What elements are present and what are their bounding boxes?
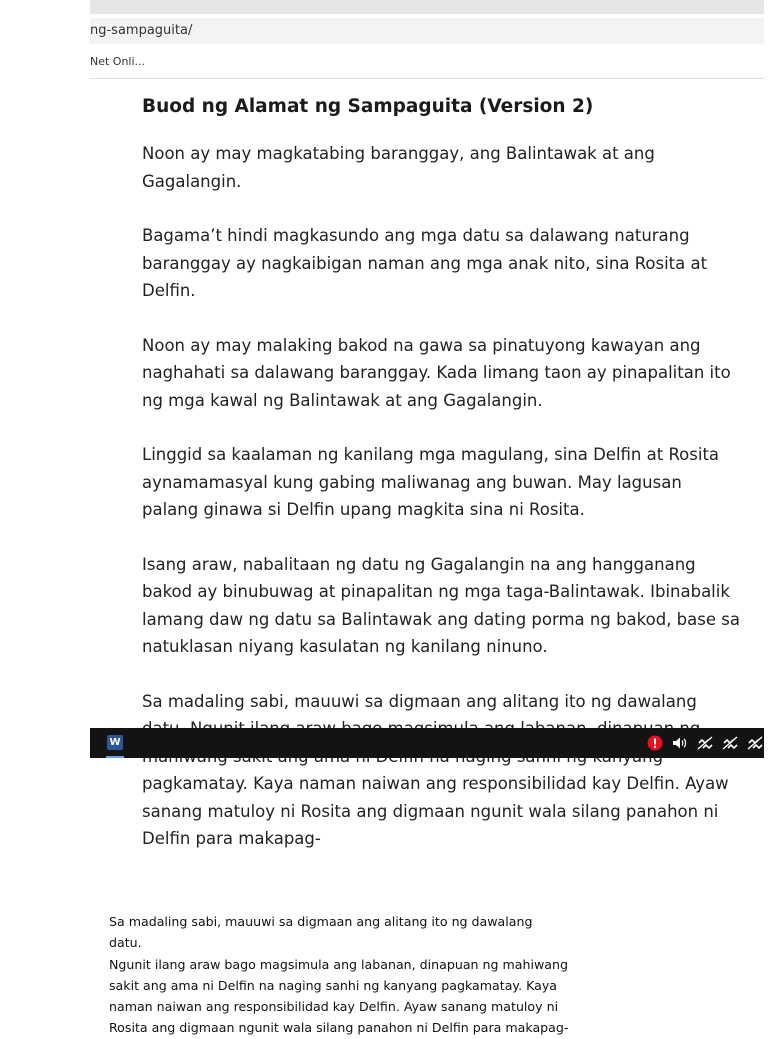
network-icon[interactable] xyxy=(696,734,714,752)
paragraph-1: Noon ay may magkatabing baranggay, ang Balintawak at ang Gagalangin. xyxy=(142,144,655,191)
network-icon[interactable] xyxy=(746,734,764,752)
paragraph-6: Sa madaling sabi, mauuwi sa digmaan ang alitang ito ng dawalang pagkamatay. Kaya naman naiwan ang responsibilidad kay Delfin. Ayaw sanang matuloy ni Rosita ang digmaan ngunit wala silang panahon ni Delfin para makapag- xyxy=(142,691,729,848)
network-icon[interactable] xyxy=(721,734,739,752)
address-url[interactable]: ng-sampaguita/ xyxy=(90,23,193,38)
excerpt-text: Sa madaling sabi, mauuwi sa digmaan ang alitang ito ng dawalang datu. Ngunit ilang araw bago magsimula ang labanan, dinapuan ng mahiwang sakit ang ama ni Delfin na naging sanhi ng kanyang pagkamatay. Kaya naman naiwan ang responsibilidad kay Delfin. Ayaw sanang matuloy ni Rosita ang digmaan ngunit wala silang panahon ni Delfin para makapag- xyxy=(109,914,569,1036)
word-app-button[interactable] xyxy=(104,733,126,754)
pasted-text-excerpt xyxy=(109,911,569,1039)
paragraph-5: Isang araw, nabalitaan ng datu ng Gagalangin na ang hangganang bakod ay binubuwag at pinapalitan ng mga taga-Balintawak. Ibinabalik lamang daw ng datu sa Balintawak ang dating porma ng bakod, base sa natuklasan niyang kasulatan ng kanilang ninuno. xyxy=(142,554,740,656)
address-bar[interactable] xyxy=(90,18,764,44)
browser-tab-strip xyxy=(90,0,764,14)
paragraph-2: Bagama’t hindi magkasundo ang mga datu sa dalawang naturang baranggay ay nagkaibigan naman ang mga anak nito, sina Rosita at Delfin. xyxy=(142,226,708,300)
active-app-indicator xyxy=(106,756,124,758)
article-title: Buod ng Alamat ng Sampaguita (Version 2) xyxy=(142,96,594,117)
bookmark-link[interactable]: Net Onli... xyxy=(90,55,146,68)
bookmarks-bar xyxy=(90,50,764,79)
volume-icon[interactable] xyxy=(671,734,689,752)
system-tray xyxy=(646,734,764,752)
word-icon: W xyxy=(107,735,123,750)
security-alert-icon[interactable] xyxy=(646,734,664,752)
taskbar xyxy=(90,728,764,758)
paragraph-3: Noon ay may malaking bakod na gawa sa pinatuyong kawayan ang naghahati sa dalawang baranggay. Kada limang taon ay pinapalitan ito ng mga kawal ng Balintawak at ang Gagalangin. xyxy=(142,335,731,410)
article-content xyxy=(90,82,764,848)
article-body xyxy=(142,140,742,880)
paragraph-4: Linggid sa kaalaman ng kanilang mga magulang, sina Delfin at Rosita aynamamasyal kung gabing maliwanag ang buwan. May lagusan palang ginawa si Delfin upang magkita sina ni Rosita. xyxy=(142,445,720,519)
